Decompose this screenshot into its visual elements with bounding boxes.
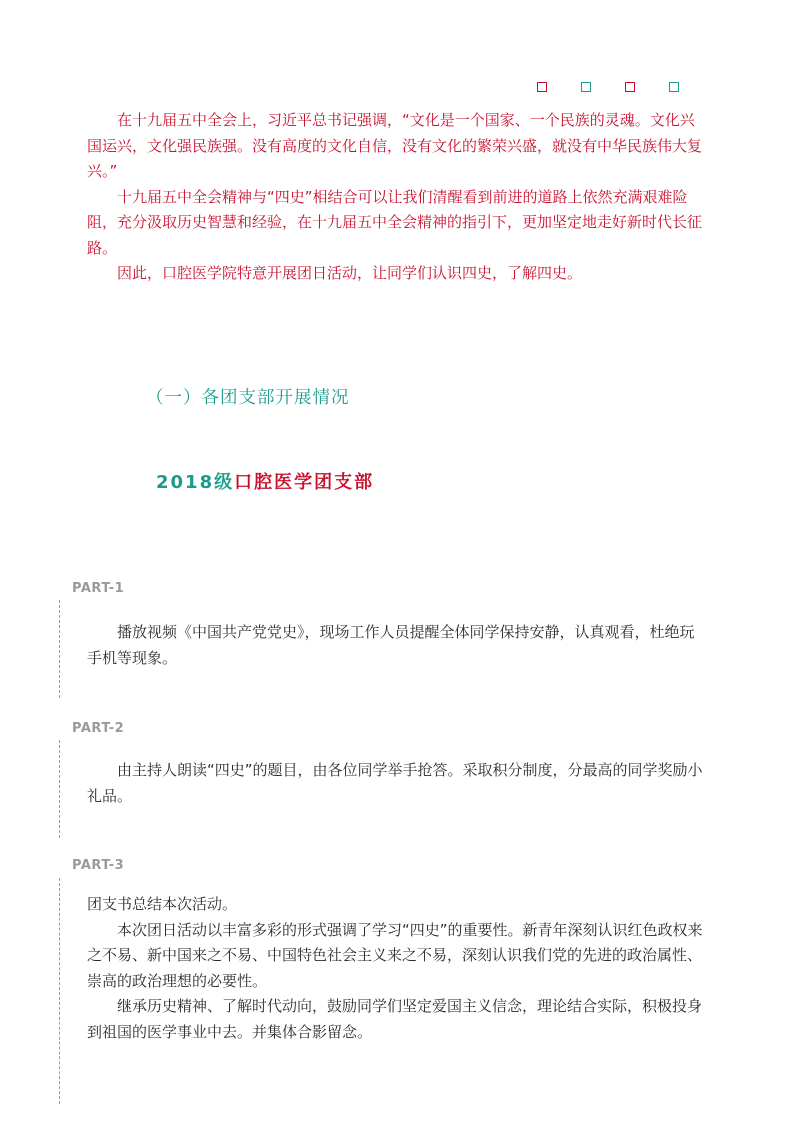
- decorative-squares: [537, 82, 679, 92]
- part-2-body: [87, 758, 709, 809]
- branch-name: 口腔医学团支部: [234, 472, 375, 493]
- part-1-label: PART-1: [72, 581, 125, 596]
- part-paragraph: 继承历史精神、了解时代动向，鼓励同学们坚定爱国主义信念，理论结合实际，积极投身到祖国的医学事业中去。并集体合影留念。: [87, 997, 703, 1041]
- branch-year: 2018级: [156, 472, 235, 493]
- part-3-body: [87, 892, 709, 1045]
- part-lead: 团支书总结本次活动。: [87, 895, 238, 913]
- square-red-icon: [537, 82, 547, 92]
- part-paragraph: 本次团日活动以丰富多彩的形式强调了学习“四史”的重要性。新青年深刻认识红色政权来之不易、新中国来之不易、中国特色社会主义来之不易，深刻认识我们党的先进的政治属性、崇高的政治理想的必要性。: [87, 920, 703, 990]
- part-paragraph: 播放视频《中国共产党党史》，现场工作人员提醒全体同学保持安静，认真观看，杜绝玩手机等现象。: [87, 623, 695, 667]
- square-teal-icon: [669, 82, 679, 92]
- dashed-divider: [59, 600, 60, 698]
- part-2-label: PART-2: [72, 721, 125, 736]
- intro-section: [87, 108, 709, 287]
- dashed-divider: [59, 878, 60, 1104]
- part-paragraph: 由主持人朗读“四史”的题目，由各位同学举手抢答。采取积分制度，分最高的同学奖励小礼品。: [87, 761, 703, 805]
- dashed-divider: [59, 740, 60, 838]
- part-1-body: [87, 620, 709, 671]
- intro-paragraph: 在十九届五中全会上，习近平总书记强调，“文化是一个国家、一个民族的灵魂。文化兴国运兴，文化强民族强。没有高度的文化自信，没有文化的繁荣兴盛，就没有中华民族伟大复兴。”: [87, 111, 703, 180]
- intro-paragraph: 因此，口腔医学院特意开展团日活动，让同学们认识四史，了解四史。: [117, 264, 583, 282]
- intro-paragraph: 十九届五中全会精神与“四史”相结合可以让我们清醒看到前进的道路上依然充满艰难险阻，充分汲取历史智慧和经验，在十九届五中全会精神的指引下，更加坚定地走好新时代长征路。: [87, 187, 703, 257]
- section-heading: （一）各团支部开展情况: [146, 388, 350, 408]
- square-red-icon: [625, 82, 635, 92]
- square-teal-icon: [581, 82, 591, 92]
- part-3-label: PART-3: [72, 858, 125, 873]
- branch-title: [156, 468, 374, 494]
